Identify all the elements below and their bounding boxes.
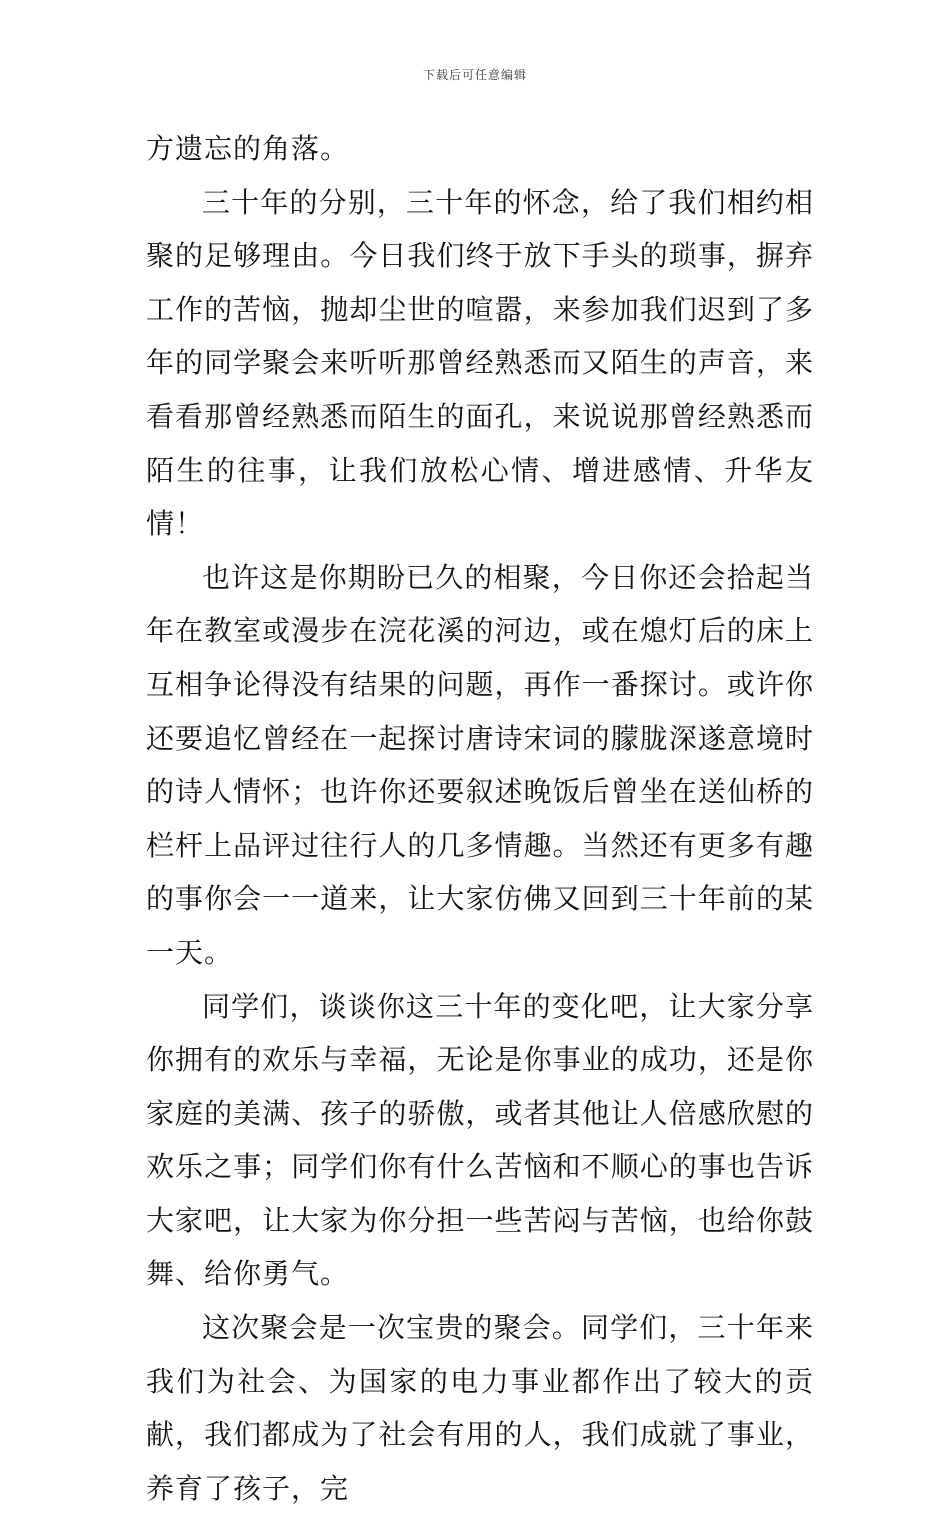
paragraph-3: 也许这是你期盼已久的相聚，今日你还会拾起当年在教室或漫步在浣花溪的河边，或在熄灯后的床上互相争论得没有结果的问题，再作一番探讨。或许你还要追忆曾经在一起探讨唐诗宋词的朦胧深遂意境时的诗人情怀；也许你还要叙述晚饭后曾坐在送仙桥的栏杆上品评过往行人的几多情趣。当然还有更多有趣的事你会一一道来，让大家仿佛又回到三十年前的某一天。	[146, 560, 814, 969]
paragraph-2: 三十年的分别，三十年的怀念，给了我们相约相聚的足够理由。今日我们终于放下手头的琐事，摒弃工作的苦恼，抛却尘世的喧嚣，来参加我们迟到了多年的同学聚会来听听那曾经熟悉而又陌生的声音，来看看那曾经熟悉而陌生的面孔，来说说那曾经熟悉而陌生的往事，让我们放松心情、增进感情、升华友情！	[146, 185, 814, 541]
body-text	[146, 122, 814, 1515]
header-note: 下载后可任意编辑	[422, 68, 527, 82]
paragraph-1: 方遗忘的角落。	[146, 132, 350, 165]
paragraph-4: 同学们，谈谈你这三十年的变化吧，让大家分享你拥有的欢乐与幸福，无论是你事业的成功，还是你家庭的美满、孩子的骄傲，或者其他让人倍感欣慰的欢乐之事；同学们你有什么苦恼和不顺心的事也告诉大家吧，让大家为你分担一些苦闷与苦恼，也给你鼓舞、给你勇气。	[146, 989, 814, 1291]
paragraph-5: 这次聚会是一次宝贵的聚会。同学们，三十年来我们为社会、为国家的电力事业都作出了较大的贡献，我们都成为了社会有用的人，我们成就了事业，养育了孩子，完	[146, 1311, 814, 1505]
